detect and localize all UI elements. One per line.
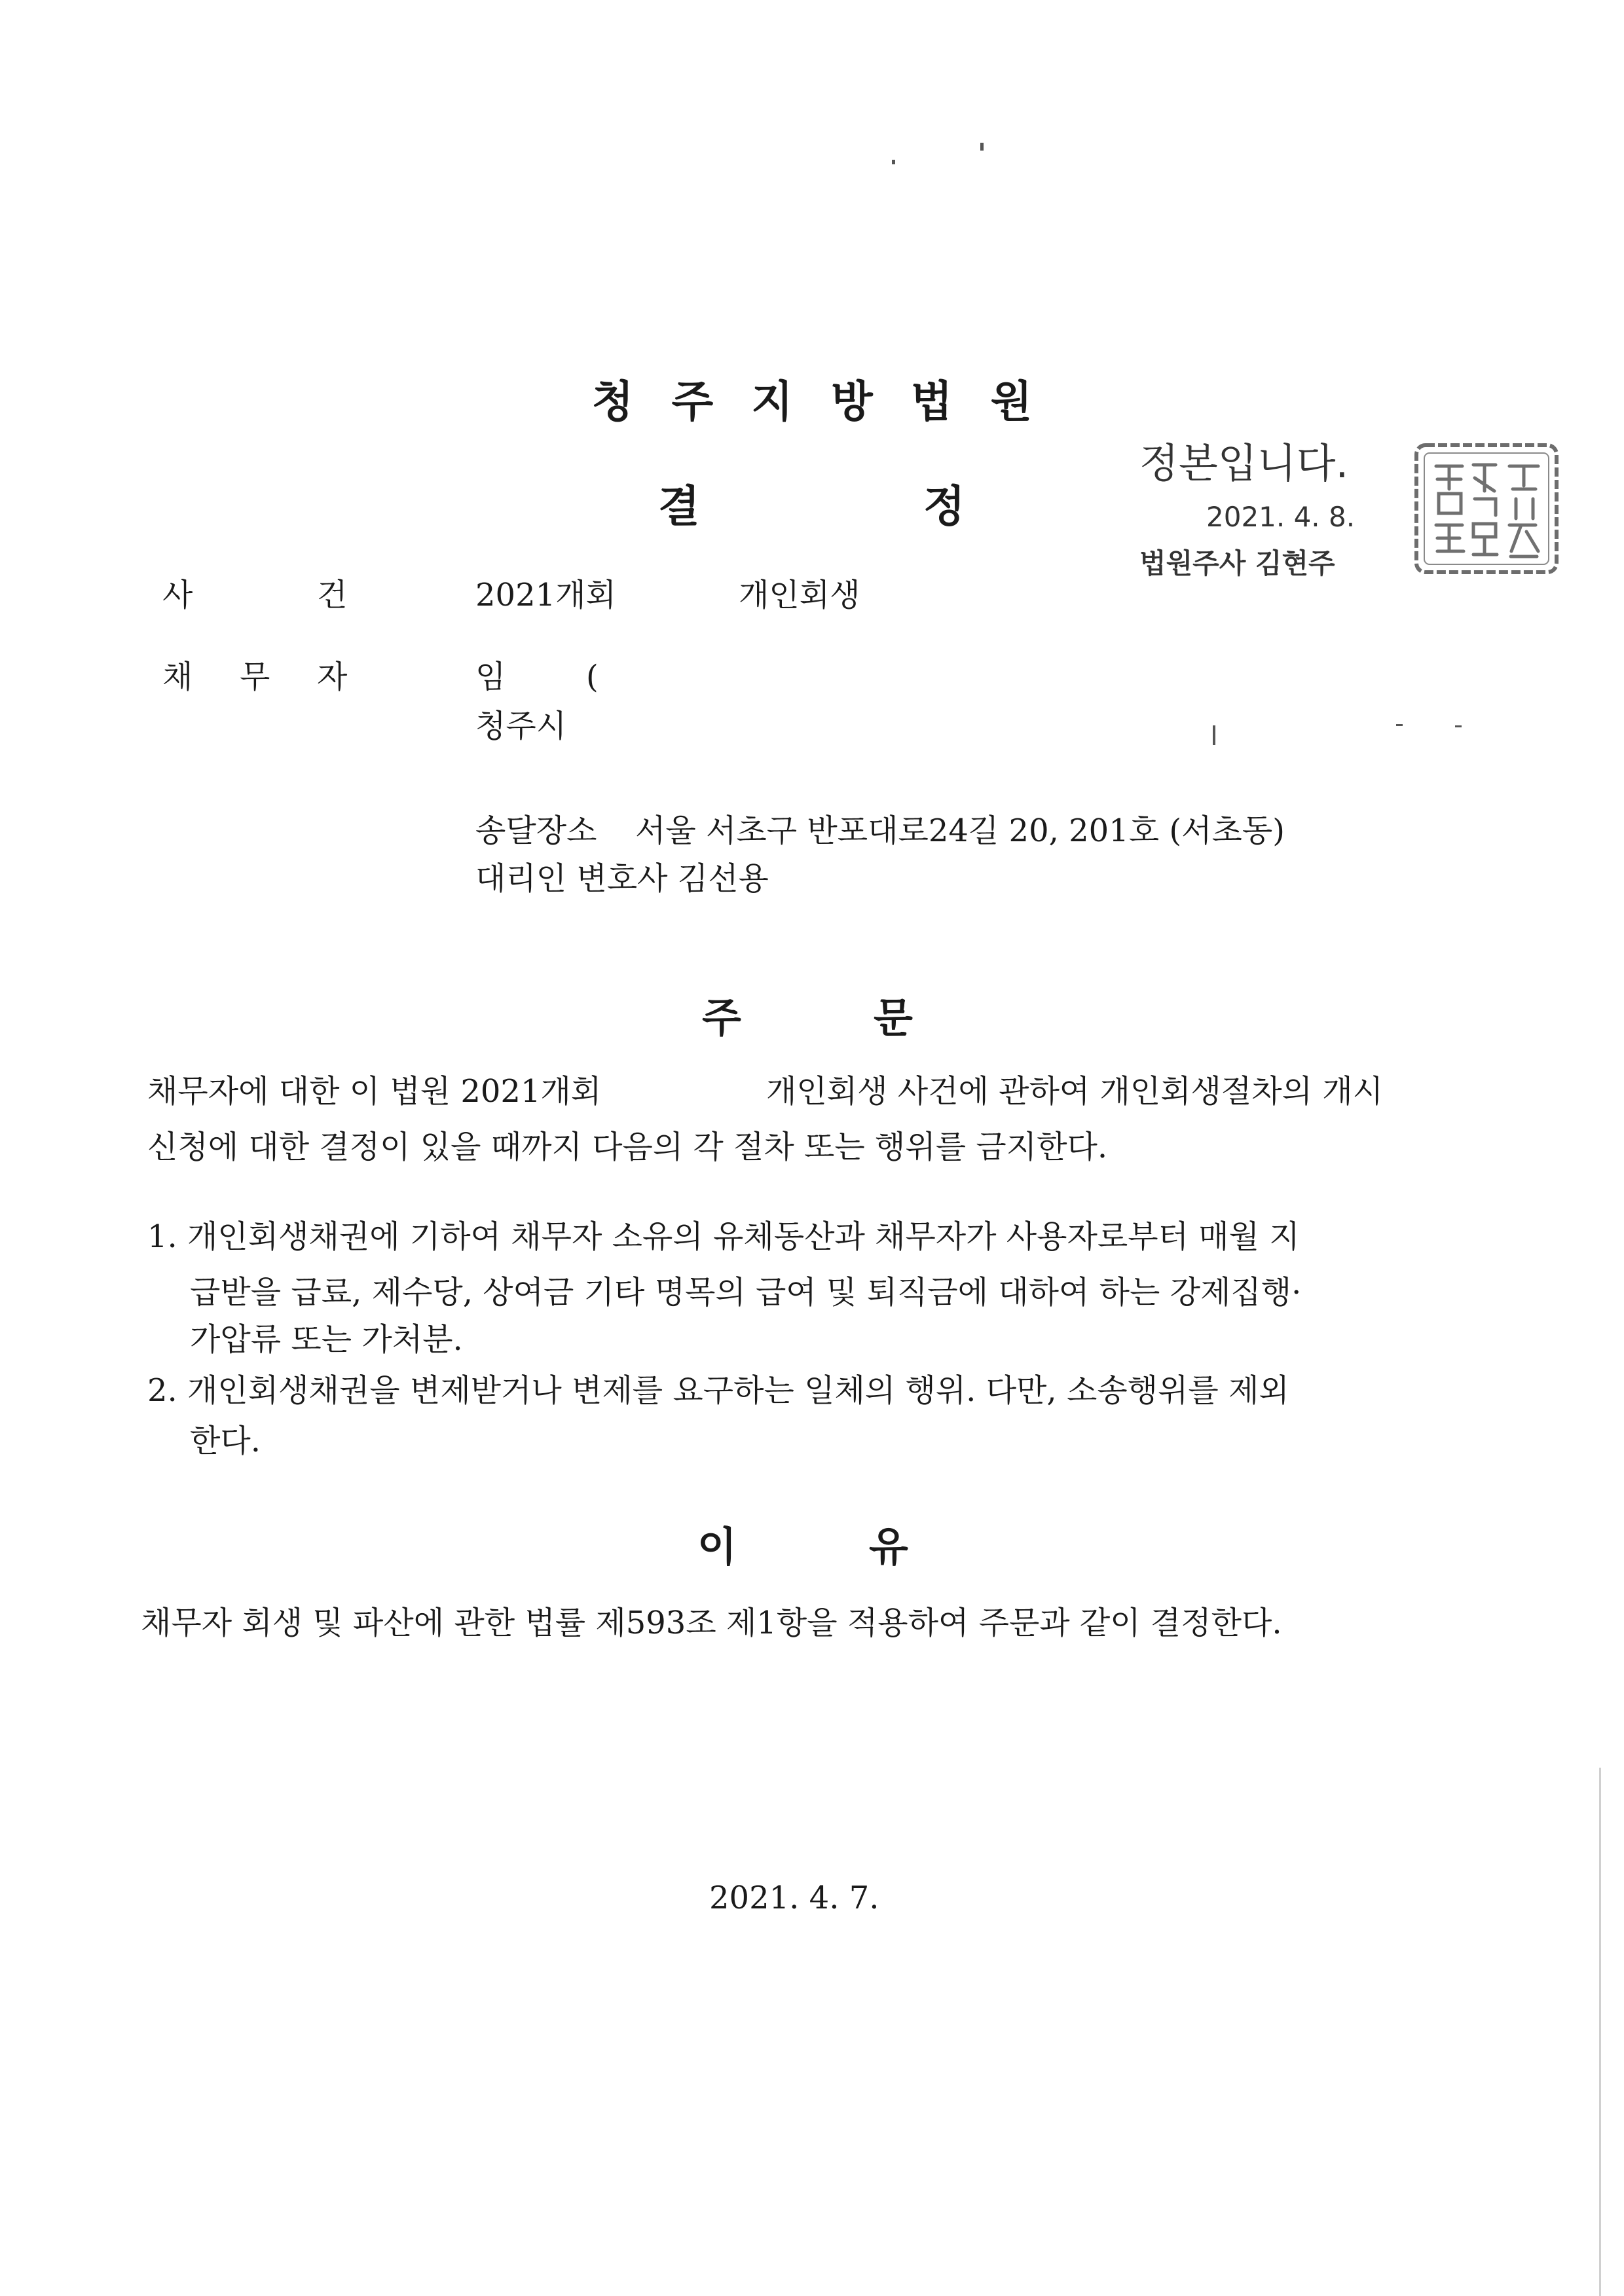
document-type-char: 정	[923, 481, 965, 532]
certified-copy-date: 2021. 4. 8.	[1206, 501, 1356, 533]
certified-copy-text: 정본입니다.	[1139, 439, 1349, 487]
reason-text: 채무자 회생 및 파산에 관한 법률 제593조 제1항을 적용하여 주문과 같이 결정한다.	[141, 1605, 1282, 1641]
debtor-label-char: 무	[240, 659, 270, 695]
scan-speck	[1213, 725, 1215, 745]
reason-heading-char: 유	[869, 1523, 908, 1571]
document-type-char: 결	[658, 481, 700, 532]
order-item1-line1: 1. 개인회생채권에 기하여 채무자 소유의 유체동산과 채무자가 사용자로부터 매월 지	[147, 1218, 1300, 1255]
scan-speck	[980, 143, 984, 151]
debtor-name: 임	[475, 659, 506, 695]
order-intro-line1a: 채무자에 대한 이 법원 2021개회	[147, 1073, 602, 1110]
debtor-agent: 대리인 변호사 김선용	[475, 860, 769, 897]
reason-heading	[697, 1514, 959, 1571]
order-item1-line3: 가압류 또는 가처분.	[190, 1321, 463, 1358]
scan-edge-line	[1599, 1768, 1601, 2296]
debtor-name-paren: (	[586, 659, 599, 695]
debtor-label-char: 자	[317, 659, 348, 695]
order-heading-char: 문	[874, 994, 913, 1042]
order-item2-line2: 한다.	[190, 1423, 261, 1459]
order-intro-line2: 신청에 대한 결정이 있을 때까지 다음의 각 절차 또는 행위를 금지한다.	[147, 1129, 1108, 1165]
debtor-address: 청주시	[475, 708, 567, 744]
case-number: 2021개회	[475, 577, 616, 613]
case-label-char: 사	[162, 577, 193, 613]
reason-heading-char: 이	[697, 1523, 737, 1571]
case-label-char: 건	[317, 577, 348, 613]
court-clerk-name: 법원주사 김현주	[1139, 547, 1335, 579]
court-seal-stamp	[1411, 440, 1562, 577]
decision-date: 2021. 4. 7.	[709, 1880, 879, 1916]
order-heading	[702, 985, 964, 1042]
order-intro-line1b: 개인회생 사건에 관하여 개인회생절차의 개시	[766, 1073, 1384, 1110]
debtor-label	[162, 661, 359, 694]
order-item2-line1: 2. 개인회생채권을 변제받거나 변제를 요구하는 일체의 행위. 다만, 소송행위를 제외	[147, 1372, 1289, 1409]
scan-speck	[1455, 725, 1462, 727]
service-place-address: 서울 서초구 반포대로24길 20, 201호 (서초동)	[635, 812, 1285, 849]
debtor-label-char: 채	[162, 659, 193, 695]
order-heading-char: 주	[702, 994, 741, 1042]
order-item1-line2: 급받을 급료, 제수당, 상여금 기타 명목의 급여 및 퇴직금에 대하여 하는 강제집행·	[190, 1274, 1302, 1311]
case-label	[162, 579, 359, 612]
scan-speck	[892, 160, 895, 164]
service-place-label: 송달장소	[475, 812, 597, 849]
court-name: 청주지방법원	[591, 376, 1071, 427]
case-type: 개인회생	[739, 577, 860, 613]
scan-speck	[1396, 724, 1403, 726]
